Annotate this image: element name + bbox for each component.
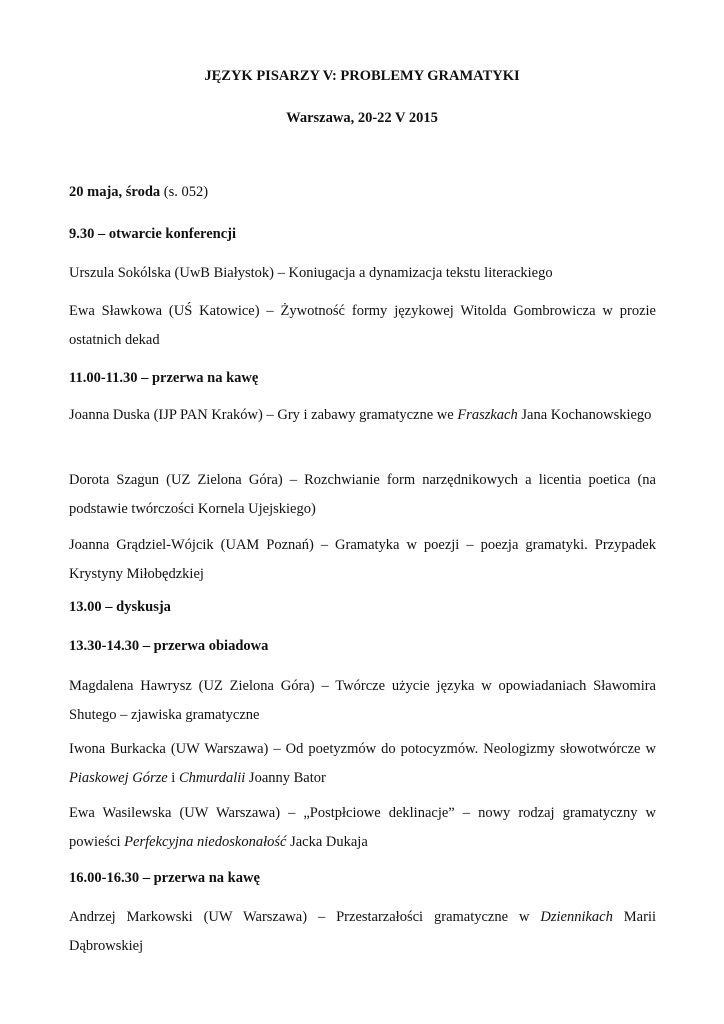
day-heading: [69, 178, 656, 207]
session-opening: 9.30 – otwarcie konferencji: [69, 226, 236, 242]
talk-entry-sokolska: Urszula Sokólska (UwB Białystok) – Koniugacja a dynamizacja tekstu literackiego: [69, 265, 553, 281]
work-title: Dziennikach: [540, 909, 613, 925]
day-room: (s. 052): [163, 184, 209, 200]
talk-entry-hawrysz: Magdalena Hawrysz (UZ Zielona Góra) – Twórcze użycie języka w opowiadaniach Sławomira Shutego – zjawiska gramatyczne: [69, 678, 656, 723]
session-discussion: 13.00 – dyskusja: [69, 599, 171, 615]
work-title: Piaskowej Górze: [69, 769, 168, 786]
work-title: Chmurdalii: [178, 769, 246, 786]
work-title: Fraszkach: [457, 407, 518, 423]
talk-entry-slawkowa: Ewa Sławkowa (UŚ Katowice) – Żywotność formy językowej Witolda Gombrowicza w prozie ostatnich dekad: [69, 303, 656, 348]
day-label: 20 maja, środa: [69, 184, 161, 200]
conference-title: JĘZYK PISARZY V: PROBLEMY GRAMATYKI: [204, 68, 520, 84]
break-coffee-1: 11.00-11.30 – przerwa na kawę: [69, 370, 259, 386]
talk-entry-szagun: Dorota Szagun (UZ Zielona Góra) – Rozchwianie form narzędnikowych a licentia poetica (na podstawie twórczości Kornela Ujejskiego): [69, 472, 656, 517]
talk-entry-gradziel-wojcik: Joanna Grądziel-Wójcik (UAM Poznań) – Gramatyka w poezji – poezja gramatyki. Przypadek Krystyny Miłobędzkiej: [69, 537, 656, 582]
talk-entry-markowski: Andrzej Markowski (UW Warszawa) – Przestarzałości gramatyczne w Dziennikach Marii Dąbrowskiej: [69, 909, 656, 954]
talk-entry-duska: Joanna Duska (IJP PAN Kraków) – Gry i zabawy gramatyczne we Fraszkach Jana Kochanowskiego: [69, 407, 652, 423]
conference-place-date: Warszawa, 20-22 V 2015: [286, 110, 438, 126]
talk-entry-wasilewska: Ewa Wasilewska (UW Warszawa) – „Postpłciowe deklinacje” – nowy rodzaj gramatyczny w powieści Perfekcyjna niedoskonałość Jacka Dukaja: [69, 805, 656, 850]
work-title: Perfekcyjna niedoskonałość: [124, 833, 287, 850]
break-lunch: 13.30-14.30 – przerwa obiadowa: [69, 638, 269, 654]
break-coffee-2: 16.00-16.30 – przerwa na kawę: [69, 870, 260, 886]
talk-entry-burkacka: Iwona Burkacka (UW Warszawa) – Od poetyzmów do potocyzmów. Neologizmy słowotwórcze w Piaskowej Górze i Chmurdalii Joanny Bator: [69, 741, 656, 786]
